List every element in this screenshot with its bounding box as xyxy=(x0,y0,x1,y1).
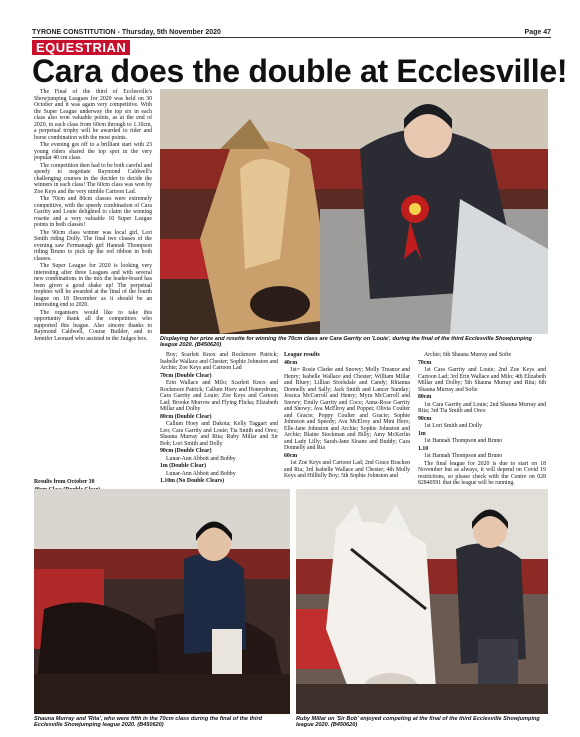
paragraph: 1st Cara Garrity and Louie; 2nd Shauna Murray and Rita; 3rd Tia Smith and Oreo xyxy=(418,401,546,414)
newspaper-masthead: TYRONE CONSTITUTION - Thursday, 5th November 2020 xyxy=(32,29,221,36)
photo-3-caption: Ruby Millar on 'Sir Bob' enjoyed competing at the final of the third Ecclesville Showjumping league 2020. (B450620) xyxy=(296,716,540,729)
paragraph: 1st Hannah Thompson and Bruno xyxy=(424,438,503,444)
paragraph: Callum Hoey and Dakota; Kelly Taggart and Leo; Cara Garrity and Louie; Tia Smith and Oreo; Shauna Murray and Rita; Ruby Millar and Sir Bob; Lori Smith and Dolly xyxy=(160,421,278,447)
paragraph: Lunar-Ann Abbott and Bobby xyxy=(166,455,236,462)
results-heading: 90cm xyxy=(418,415,432,422)
results-heading: 80cm (Double Clear) xyxy=(160,413,212,420)
photo-1-caption: Displaying her prize and rosette for winning the 70cm class are Cara Garrity on 'Louie', during the final of the third Ecclesville Showjumping league 2020. (B450620) xyxy=(160,336,532,349)
paragraph: 1st Lori Smith and Dolly xyxy=(424,423,482,429)
paragraph: Erin Wallace and Milo; Scarlett Knox and Rockmore Patrick; Callum Hoey and Honeydrum; Cara Garrity and Louie; Zoe Keys and Cartoon Lad; Brooke Morrow and Flying Flicka; Elizabeth Millar and Dolby xyxy=(160,380,278,412)
paragraph: 1st Hannah Thompson and Bruno xyxy=(424,453,503,459)
results-heading: League results xyxy=(284,352,320,358)
photo-1-illustration xyxy=(160,89,548,334)
photo-2-caption: Shauna Murray and 'Rita', who were fifth in the 70cm class during the final of the third Ecclesville Showjumping league 2020. (B450620) xyxy=(34,716,262,729)
photo-3-illustration xyxy=(296,489,548,714)
paragraph: Boy; Scarlett Knox and Rockmore Patrick; Isabelle Wallace and Chester; Sophie Johnston and Archie; Zoe Keys and Cartoon Lad xyxy=(160,352,278,371)
photo-shauna-murray-rita xyxy=(34,489,290,714)
results-heading: 60cm xyxy=(284,452,298,459)
results-heading: 1m (Double Clear) xyxy=(160,463,207,469)
header-rule xyxy=(32,37,551,38)
photo-2-illustration xyxy=(34,489,290,714)
results-heading: 90cm (Double Clear) xyxy=(160,448,212,454)
results-heading: Results from October 30 xyxy=(34,479,95,485)
photo-ruby-millar-sir-bob xyxy=(296,489,548,714)
paragraph: The evening got off to a brilliant start with 23 young riders shared the top spot in the very popular 40 cm class. xyxy=(34,142,152,161)
results-heading: 1.10m (No Double Clears) xyxy=(160,478,225,484)
paragraph: The 90cm class winner was local girl, Lori Smith riding Dolly. The final two classes of the evening saw Fermanagh girl Hannah Thompson riding Bruno to pick up the red ribbon in both classes. xyxy=(34,229,152,262)
paragraph: The Final of the third of Ecclesville's Showjumping Leagues for 2020 was held on 30 October and it was again very competitive. With the Super League underway the top six in each class also won valuable points, as at the end of 2020, in each class from 60cm through to 1.10cm, a perpetual trophy will be awarded to rider and horse combination with the most points. xyxy=(34,89,152,141)
paragraph: Archie; 6th Shauna Murray and Sofie xyxy=(424,352,512,358)
paragraph: The Super League for 2020 is looking very interesting after three Leagues and with several new combinations in the mix the leader-board has been given a good shake up! The perpetual trophies will be awarded at the final of the fourth league on 18 December as it should be an interesting end to 2020. xyxy=(34,263,152,308)
paragraph: 1st Zoe Keys and Cartoon Lad; 2nd Grace Bracken and Ria; 3rd Isabelle Wallace and Chester; 4th Molly Keys and Hillbilly Boy; 5th Sophie Johnston and xyxy=(284,460,410,479)
section-label: EQUESTRIAN xyxy=(32,40,130,55)
results-column-3 xyxy=(284,352,410,482)
paragraph: The final league for 2020 is due to start on 18 November but as always, it will depend on Covid 19 restrictions, so please check with the Centre on 028 82840591 that the league will be running. xyxy=(418,460,546,486)
results-column-4 xyxy=(418,352,546,486)
article-headline: Cara does the double at Ecclesville! xyxy=(32,53,568,89)
results-heading: 1.10 xyxy=(418,445,429,452)
results-heading: 40cm xyxy=(284,359,298,366)
paragraph: 1st= Rosie Clarke and Snowy; Molly Treanor and Henry; Isabelle Wallace and Chester; William Millar and Bluey; Lillian Stockdale and Candy; Rhianna Donnelly and Sally; Jack Smith and Lancer Sunday; Jessica McCarroll and Henry; Myra McCarroll and Snowy; Emily Garrity and Coco; Anna-Rose Garrity and Snowy; Ava McElroy and Poppet; Olivia Coulter and Gracie; Poppy Coulter and Gracie; Sophie Johnston and Speedy; Ava McElroy and Mini Hero; Elle-Jane Johnston and Archie; Sophie Johnston and Archie; Blaine Stockman and Billy; Amy McKerlin and Lady Lilly; Sarah-Jane Sloane and Buddy; Cara Donnelly and Ria xyxy=(284,367,410,451)
paragraph: Lunar-Ann Abbott and Bobby xyxy=(166,470,236,477)
results-heading: 80cm xyxy=(418,394,432,400)
paragraph: The competition then had to be both careful and speedy to negotiate Raymond Caldwell's challenging courses in the decider to decide the winners in each class! The 60cm class was won by Zoe Keys and the very nimble Cartoon Lad. xyxy=(34,162,152,195)
results-heading: 70cm xyxy=(418,359,432,366)
results-heading: 1m xyxy=(418,430,426,437)
results-heading: 70cm (Double Clear) xyxy=(160,372,212,379)
paragraph: The organisers would like to take this opportunity thank all the competitors who supported this league. Also sincere thanks to Raymond Caldwell, Course Builder, and to Jennifer Leonard who assisted in the Judges box. xyxy=(34,309,152,342)
paragraph: 1st Cara Garrity and Louie; 2nd Zoe Keys and Cartoon Lad; 3rd Erin Wallace and Milo; 4th Elizabeth Millar and Dolby; 5th Shauna Murray and Rita; 6th Shauna Murray and Sofie xyxy=(418,367,546,393)
photo-cara-garrity-louie xyxy=(160,89,548,334)
article-body-column-1 xyxy=(34,89,152,477)
results-column-2 xyxy=(160,352,278,482)
paragraph: The 70cm and 80cm classes were extremely competitive, with the speedy combination of Cara Garrity and Louie delighted to claim the winning rosette and a very valuable 10 Super League points in both classes! xyxy=(34,196,152,228)
page-number: Page 47 xyxy=(524,29,551,36)
